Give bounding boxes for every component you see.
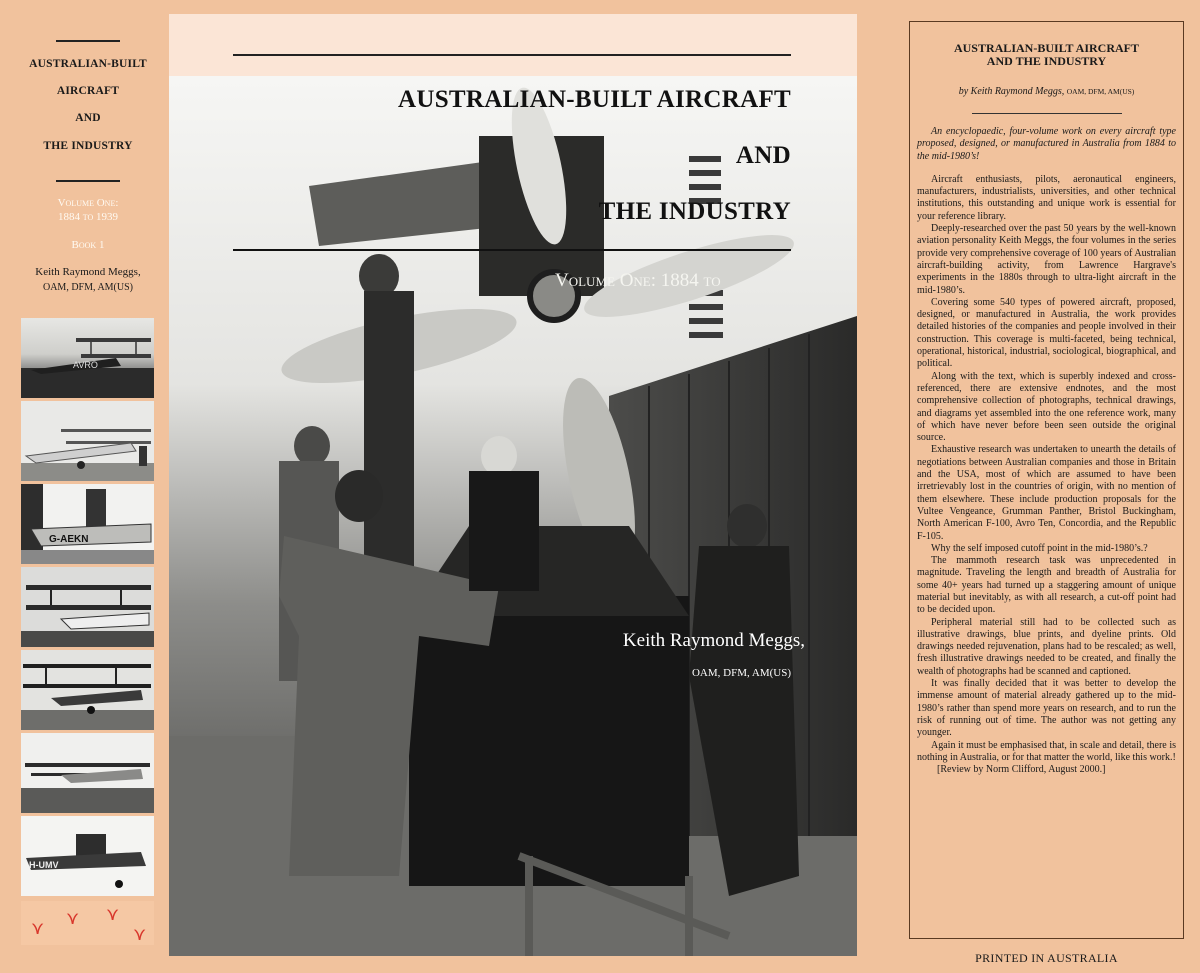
bird-icon: ⋎: [66, 908, 80, 928]
back-paragraph: The mammoth research task was unprecedented in magnitude. Traveling the length and breadth of Australia for some 40+ years had turned up a staggering amount of unique material but inevitably, as with all research, a cut-off point had to be decided upon.: [917, 555, 1176, 616]
seaplane-photo-icon: [21, 484, 154, 564]
spine-volume: Volume One:: [57, 197, 119, 209]
biplane-photo-icon: [21, 567, 154, 647]
spine-years: 1884 to 1939: [57, 211, 119, 223]
spine-top-rule: [56, 40, 120, 42]
biplane-photo-icon: [21, 318, 154, 398]
back-paragraph: Peripheral material still had to be collected such as illustrative drawings, blue prints, and dyeline prints. Old drawings needed rejuvenation, plans had to be rescaled; as well, fresh illustrative drawings needed to be created, and finally the wealth of photographs had be scanned and captioned.: [917, 616, 1176, 677]
back-byline-honours: OAM, DFM, AM(US): [1066, 87, 1135, 96]
svg-text:H-UMV: H-UMV: [29, 860, 59, 870]
cover-top-rule: [233, 54, 791, 56]
bird-icon: ⋎: [31, 918, 45, 938]
back-paragraph: Deeply-researched over the past 50 years by the well-known aviation personality Keith Meggs, the four volumes in the series provide very comprehensive coverage of 100 years of Australian aircraft-building activity, from Lawrence Hargrave's experiments in the 1880s through to ultra-light aircraft in the mid-1980’s.: [917, 223, 1176, 296]
spine-title-line-2: AIRCRAFT: [56, 85, 120, 97]
thumbnail-biplane-side: [21, 567, 154, 647]
spine-book: Book 1: [71, 239, 105, 251]
bird-icon: ⋎: [133, 924, 147, 944]
cover-title-line-3: THE INDUSTRY: [598, 198, 791, 225]
biplane-photo-icon: [21, 650, 154, 730]
spine-mid-rule: [56, 180, 120, 182]
thumbnail-seaplane: [21, 484, 154, 564]
thumbnail-biplane-vh-umv: [21, 816, 154, 896]
back-title: [917, 42, 1176, 68]
back-byline: [917, 86, 1176, 97]
spine-title-line-4: THE INDUSTRY: [43, 140, 133, 152]
thumbnail-biplane-avro: [21, 318, 154, 398]
svg-text:G-AEKN: G-AEKN: [49, 534, 89, 545]
red-birds-emblem: [21, 901, 154, 945]
back-review-credit: [Review by Norm Clifford, August 2000.]: [937, 764, 1106, 776]
back-paragraph: Why the self imposed cutoff point in the mid-1980’s.?: [931, 542, 1148, 554]
biplane-photo-icon: [21, 816, 154, 896]
cover-volume: Volume One: 1884 to: [555, 270, 721, 291]
thumbnail-biplane-ground: [21, 401, 154, 481]
back-paragraph: Again it must be emphasised that, in scale and detail, there is nothing in Australia, or for that matter the world, like this work.!: [917, 739, 1176, 763]
back-paragraph: It was finally decided that it was better to develop the immense amount of material already gathered up to the mid-1980’s rather than spend more years on research, and to run the risk of running out of time. The author was not getting any younger.: [917, 678, 1176, 739]
biplane-photo-icon: [21, 733, 154, 813]
back-title-line-1: AUSTRALIAN-BUILT AIRCRAFT: [953, 41, 1140, 55]
back-lead: An encyclopaedic, four-volume work on every aircraft type proposed, designed, or manufactured in Australia from 1884 to the mid-1980’s!: [917, 126, 1176, 162]
biplane-photo-icon: [21, 401, 154, 481]
spine-panel: [0, 0, 168, 973]
spine-author-name: Keith Raymond Meggs,: [35, 266, 141, 278]
back-byline-author: by Keith Raymond Meggs,: [958, 86, 1065, 97]
spine-title-line-1: AUSTRALIAN-BUILT: [29, 58, 147, 70]
cover-author-honours: OAM, DFM, AM(US): [691, 667, 791, 679]
cover-mid-rule: [233, 249, 791, 251]
thumbnail-biplane-flight: [21, 733, 154, 813]
cover-title-line-1: AUSTRALIAN-BUILT AIRCRAFT: [397, 86, 791, 113]
cover-title-line-2: AND: [735, 142, 791, 169]
spine-title-line-3: AND: [75, 112, 101, 124]
back-paragraph: Exhaustive research was undertaken to unearth the details of negotiations between Australian companies and those in Britain and the USA, most of which are assumed to have been irretrievably lost in the countries of origin, with no mention of them elsewhere. These include production proposals for the Vultee Vengeance, Grumman Panther, Bristol Buckingham, North American F-100, Avro Ten, Concordia, and the Republic F-105.: [917, 444, 1176, 542]
back-title-line-2: AND THE INDUSTRY: [986, 54, 1107, 68]
cover-top-band: [169, 14, 857, 76]
back-paragraph: Along with the text, which is superbly indexed and cross-referenced, there are extensive endnotes, and the most comprehensive collection of photographs, technical drawings, and diagrams yet assembled into the one reference work, many of which have never before been seen outside the original source.: [917, 370, 1176, 444]
back-paragraph: Covering some 540 types of powered aircraft, proposed, designed, or manufactured in Australia, the work provides detailed histories of the companies and people involved in their construction. This coverage is multi-faceted, being technical, operational, historical, industrial, sociological, biographical, and political.: [917, 296, 1176, 370]
printed-in-australia: PRINTED IN AUSTRALIA: [975, 951, 1118, 965]
back-paragraph: Aircraft enthusiasts, pilots, aeronautical engineers, manufacturers, industrialists, universities, and other technical institutions, this outstanding and unique work is essential for your reference library.: [917, 173, 1176, 222]
back-cover: [909, 21, 1184, 939]
cover-author-name: Keith Raymond Meggs,: [622, 630, 805, 651]
front-cover: [169, 14, 857, 956]
spine-author-honours: OAM, DFM, AM(US): [42, 282, 133, 293]
thumbnail-biplane-field: [21, 650, 154, 730]
back-rule: [972, 113, 1122, 114]
bird-icon: ⋎: [106, 904, 120, 924]
svg-text:AVRO: AVRO: [73, 360, 98, 370]
